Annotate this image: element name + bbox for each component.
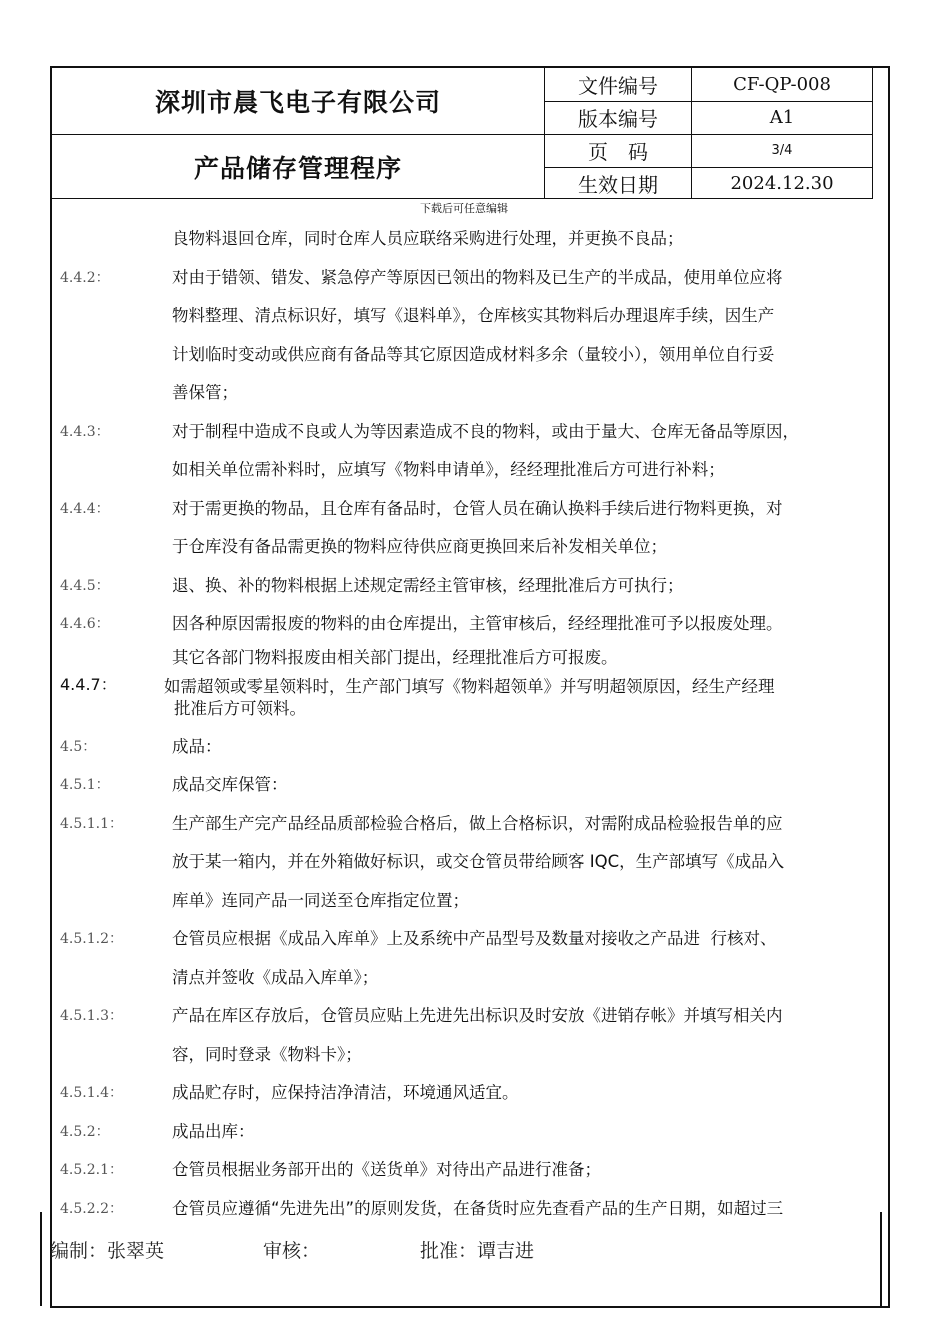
text-line: 库单》连同产品一同送至仓库指定位置； <box>172 890 469 910</box>
clause <box>52 805 892 921</box>
clause-text <box>172 920 892 997</box>
approved-by: 批准：谭吉进 <box>420 1240 535 1262</box>
text-line: 其它各部门物料报废由相关部门提出，经理批准后方可报废。 <box>172 647 618 667</box>
clause <box>52 413 892 490</box>
text-line: 产品在库区存放后，仓管员应贴上先进先出标识及时安放《进销存帐》并填写相关内 <box>172 1006 783 1025</box>
clause-text <box>172 605 892 672</box>
text-line: 对于需更换的物品，且仓库有备品时，仓管人员在确认换料手续后进行物料更换，对 <box>172 498 783 518</box>
clause <box>52 1151 892 1190</box>
text-line: 因各种原因需报废的物料的由仓库提出，主管审核后，经经理批准可予以报废处理。 <box>172 614 783 633</box>
version-label: 版本编号 <box>578 107 658 131</box>
signature-row <box>50 1236 535 1263</box>
clause <box>52 997 892 1074</box>
text-line: 仓管员根据业务部开出的《送货单》对待出产品进行准备； <box>172 1160 601 1179</box>
clause <box>52 220 892 259</box>
clause-number: 4.5.1.4： <box>60 1085 123 1101</box>
text-line: 计划临时变动或供应商有备品等其它原因造成材料多余（量较小），领用单位自行妥 <box>172 344 775 364</box>
clause-number <box>52 220 172 259</box>
watermark-text: 下载后可任意编辑 <box>420 202 508 215</box>
clause-text <box>172 1074 892 1113</box>
text-line: 放于某一箱内，并在外箱做好标识，或交仓管员带给顾客 IQC，生产部填写《成品入 <box>172 852 785 871</box>
compiled-by: 编制：张翠英 <box>50 1240 165 1262</box>
clause-number: 4.5.1.2： <box>60 931 123 947</box>
clause-text <box>172 1190 892 1229</box>
text-line: 成品出库： <box>172 1121 255 1141</box>
clause <box>52 728 892 767</box>
clause <box>52 605 892 672</box>
text-line: 仓管员应遵循“先进先出”的原则发货，在备货时应先查看产品的生产日期，如超过三 <box>172 1198 784 1218</box>
clause-number: 4.4.7： <box>60 674 117 694</box>
clause-text <box>172 1151 892 1190</box>
clause-text <box>172 567 892 606</box>
clause-text <box>172 1113 892 1152</box>
version-value: A1 <box>769 107 795 128</box>
text-line: 退、换、补的物料根据上述规定需经主管审核，经理批准后方可执行； <box>172 575 684 595</box>
clause-text <box>164 672 892 720</box>
clause <box>52 259 892 413</box>
clause-text <box>172 997 892 1074</box>
clause-text <box>172 490 892 567</box>
text-line: 成品： <box>172 736 222 756</box>
text-line: 对于制程中造成不良或人为等因素造成不良的物料，或由于量大、仓库无备品等原因， <box>172 421 799 441</box>
clause <box>52 672 892 720</box>
clause-text <box>172 728 892 767</box>
page-number-label: 页 码 <box>588 140 648 164</box>
clause-text <box>172 259 892 413</box>
clause-number: 4.5.2.2： <box>60 1200 123 1217</box>
clause <box>52 567 892 606</box>
text-line: 生产部生产完产品经品质部检验合格后，做上合格标识，对需附成品检验报告单的应 <box>172 813 783 833</box>
doc-number-label: 文件编号 <box>578 74 658 98</box>
clause-text <box>172 220 892 259</box>
clause-text <box>172 413 892 490</box>
clause-number: 4.5.1.1： <box>60 815 123 832</box>
footer-border <box>40 1212 42 1306</box>
clause-number: 4.4.3： <box>60 423 110 440</box>
text-line: 成品贮存时，应保持洁净清洁，环境通风适宜。 <box>172 1083 519 1102</box>
clause-number: 4.5.2： <box>60 1123 110 1140</box>
text-line: 于仓库没有备品需更换的物料应待供应商更换回来后补发相关单位； <box>172 537 667 556</box>
clause-number: 4.5： <box>60 738 97 755</box>
clause <box>52 490 892 567</box>
document-body <box>52 220 892 1228</box>
clause-number: 4.5.1： <box>60 777 110 793</box>
text-line: 容，同时登录《物料卡》； <box>172 1044 362 1064</box>
clause-number: 4.4.5： <box>60 577 110 594</box>
text-line: 良物料退回仓库，同时仓库人员应联络采购进行处理，并更换不良品； <box>172 229 684 248</box>
clause <box>52 1113 892 1152</box>
reviewed-by: 审核： <box>263 1240 321 1262</box>
clause-number: 4.5.2.1： <box>60 1162 123 1178</box>
clause <box>52 766 892 805</box>
clause <box>52 920 892 997</box>
text-line: 物料整理、清点标识好，填写《退料单》，仓库核实其物料后办理退库手续，因生产 <box>172 306 775 325</box>
clause-number: 4.4.6： <box>60 616 110 632</box>
text-line: 对由于错领、错发、紧急停产等原因已领出的物料及已生产的半成品，使用单位应将 <box>172 267 783 287</box>
company-name: 深圳市晨飞电子有限公司 <box>154 88 441 117</box>
effective-date-label: 生效日期 <box>578 173 658 197</box>
clause-number: 4.4.4： <box>60 500 110 517</box>
text-line: 如需超领或零星领料时，生产部门填写《物料超领单》并写明超领原因，经生产经理 <box>164 676 775 696</box>
clause-number: 4.5.1.3： <box>60 1008 123 1024</box>
clause <box>52 1074 892 1113</box>
clause-text <box>172 805 892 921</box>
clause-number: 4.4.2： <box>60 269 110 286</box>
text-line: 成品交库保管： <box>172 775 288 794</box>
text-line: 如相关单位需补料时，应填写《物料申请单》，经经理批准后方可进行补料； <box>172 460 725 479</box>
document-title: 产品储存管理程序 <box>193 153 402 183</box>
effective-date-value: 2024.12.30 <box>730 173 834 194</box>
text-line: 善保管； <box>172 383 238 402</box>
text-line: 仓管员应根据《成品入库单》上及系统中产品型号及数量对接收之产品进 行核对、 <box>172 929 777 948</box>
clause <box>52 1190 892 1229</box>
text-line: 清点并签收《成品入库单》； <box>172 967 379 987</box>
doc-number-value: CF-QP-008 <box>733 74 831 95</box>
page-number-value: 3/4 <box>771 143 793 158</box>
text-line: 批准后方可领料。 <box>174 698 306 718</box>
footer-border <box>880 1212 882 1306</box>
clause-text <box>172 766 892 805</box>
